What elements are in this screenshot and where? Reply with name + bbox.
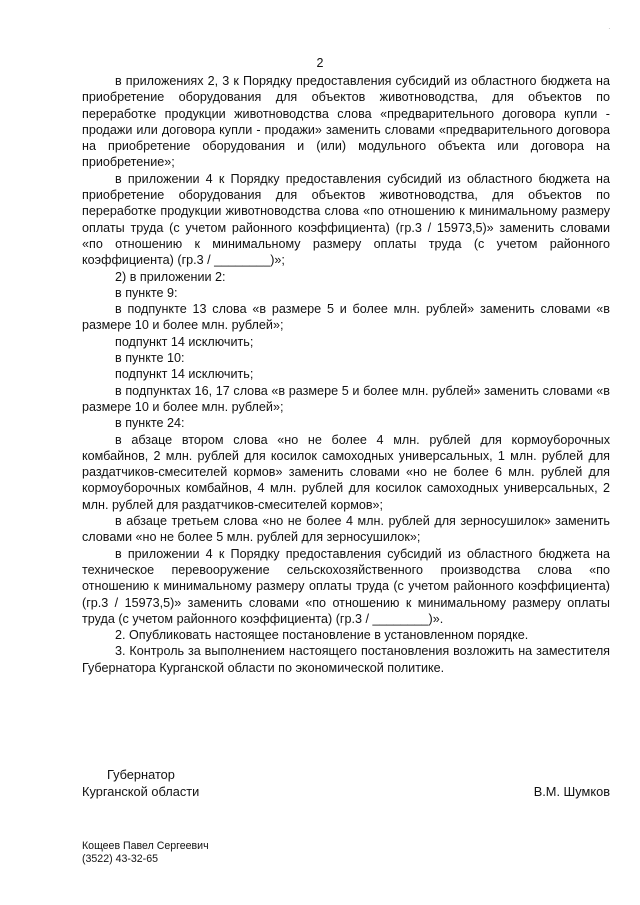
paragraph-subpoint-13: в подпункте 13 слова «в размере 5 и более млн. рублей» заменить словами «в размере 10 и более млн. рублей»;: [82, 302, 610, 333]
page-number: 2: [316, 56, 324, 70]
executor-block: [82, 840, 209, 866]
executor-phone: (3522) 43-32-65: [82, 853, 158, 865]
paragraph-item-2: 2) в приложении 2:: [115, 269, 226, 284]
paragraph-subpoint-14-exclude: подпункт 14 исключить;: [115, 334, 254, 349]
paragraph-point-9: в пункте 9:: [115, 285, 178, 300]
signatory-title-line1: Губернатор: [107, 767, 175, 782]
executor-name: Кощеев Павел Сергеевич: [82, 840, 209, 852]
paragraph-point-24: в пункте 24:: [115, 416, 185, 431]
paragraph-appendix-4-tech: в приложении 4 к Порядку предоставления субсидий из областного бюджета на техническое перевооружение сельскохозяйственного производства слова «по отношению к минимальному размеру оплаты труда (с учетом районного коэффициента) (гр.3 / 15973,5)» заменить словами «по отношению к минимальному размеру оплаты труда (с учетом районного коэффициента) (гр.3 / ________)».: [82, 546, 610, 626]
document-body: [82, 73, 610, 676]
paragraph-subpoint-14-exclude-2: подпункт 14 исключить;: [115, 367, 254, 382]
corner-mark: ·: [608, 24, 611, 33]
paragraph-subpoints-16-17: в подпунктах 16, 17 слова «в размере 5 и более млн. рублей» заменить словами «в размере 10 и более млн. рублей»;: [82, 383, 610, 414]
paragraph-control: 3. Контроль за выполнением настоящего постановления возложить на заместителя Губернатора Курганской области по экономической политике.: [82, 644, 610, 675]
paragraph-appendices-2-3: в приложениях 2, 3 к Порядку предоставления субсидий из областного бюджета на приобретение оборудования для объектов животноводства, для объектов по переработке продукции животноводства слова «предварительного договора купли - продажи или договора купли - продажи» заменить словами «предварительного договора на приобретение оборудования и (или) модульного объекта или договора на приобретение»;: [82, 74, 610, 170]
signatory-title-line2: Курганской области: [82, 784, 200, 799]
paragraph-abzac-3: в абзаце третьем слова «но не более 4 млн. рублей для зерносушилок» заменить словами «но не более 5 млн. рублей для зерносушилок»;: [82, 514, 610, 545]
paragraph-abzac-2: в абзаце втором слова «но не более 4 млн. рублей для кормоуборочных комбайнов, 2 млн. рублей для косилок самоходных универсальных, 1 млн. рублей для раздатчиков-смесителей кормов» заменить словами «но не более 6 млн. рублей для кормоуборочных комбайнов, 4 млн. рублей для косилок самоходных универсальных, 2 млн. рублей для раздатчиков-смесителей кормов»;: [82, 432, 610, 512]
signatory-name: В.М. Шумков: [533, 784, 610, 799]
paragraph-appendix-4: в приложении 4 к Порядку предоставления субсидий из областного бюджета на приобретение оборудования для объектов животноводства, для объектов по переработке продукции животноводства слова «по отношению к минимальному размеру оплаты труда (с учетом районного коэффициента) (гр.3 / 15973,5)» заменить словами «по отношению к минимальному размеру оплаты труда (с учетом районного коэффициента) (гр.3 / ________)»;: [82, 171, 610, 268]
paragraph-point-10: в пункте 10:: [115, 351, 185, 366]
paragraph-publish: 2. Опубликовать настоящее постановление в установленном порядке.: [115, 628, 529, 643]
